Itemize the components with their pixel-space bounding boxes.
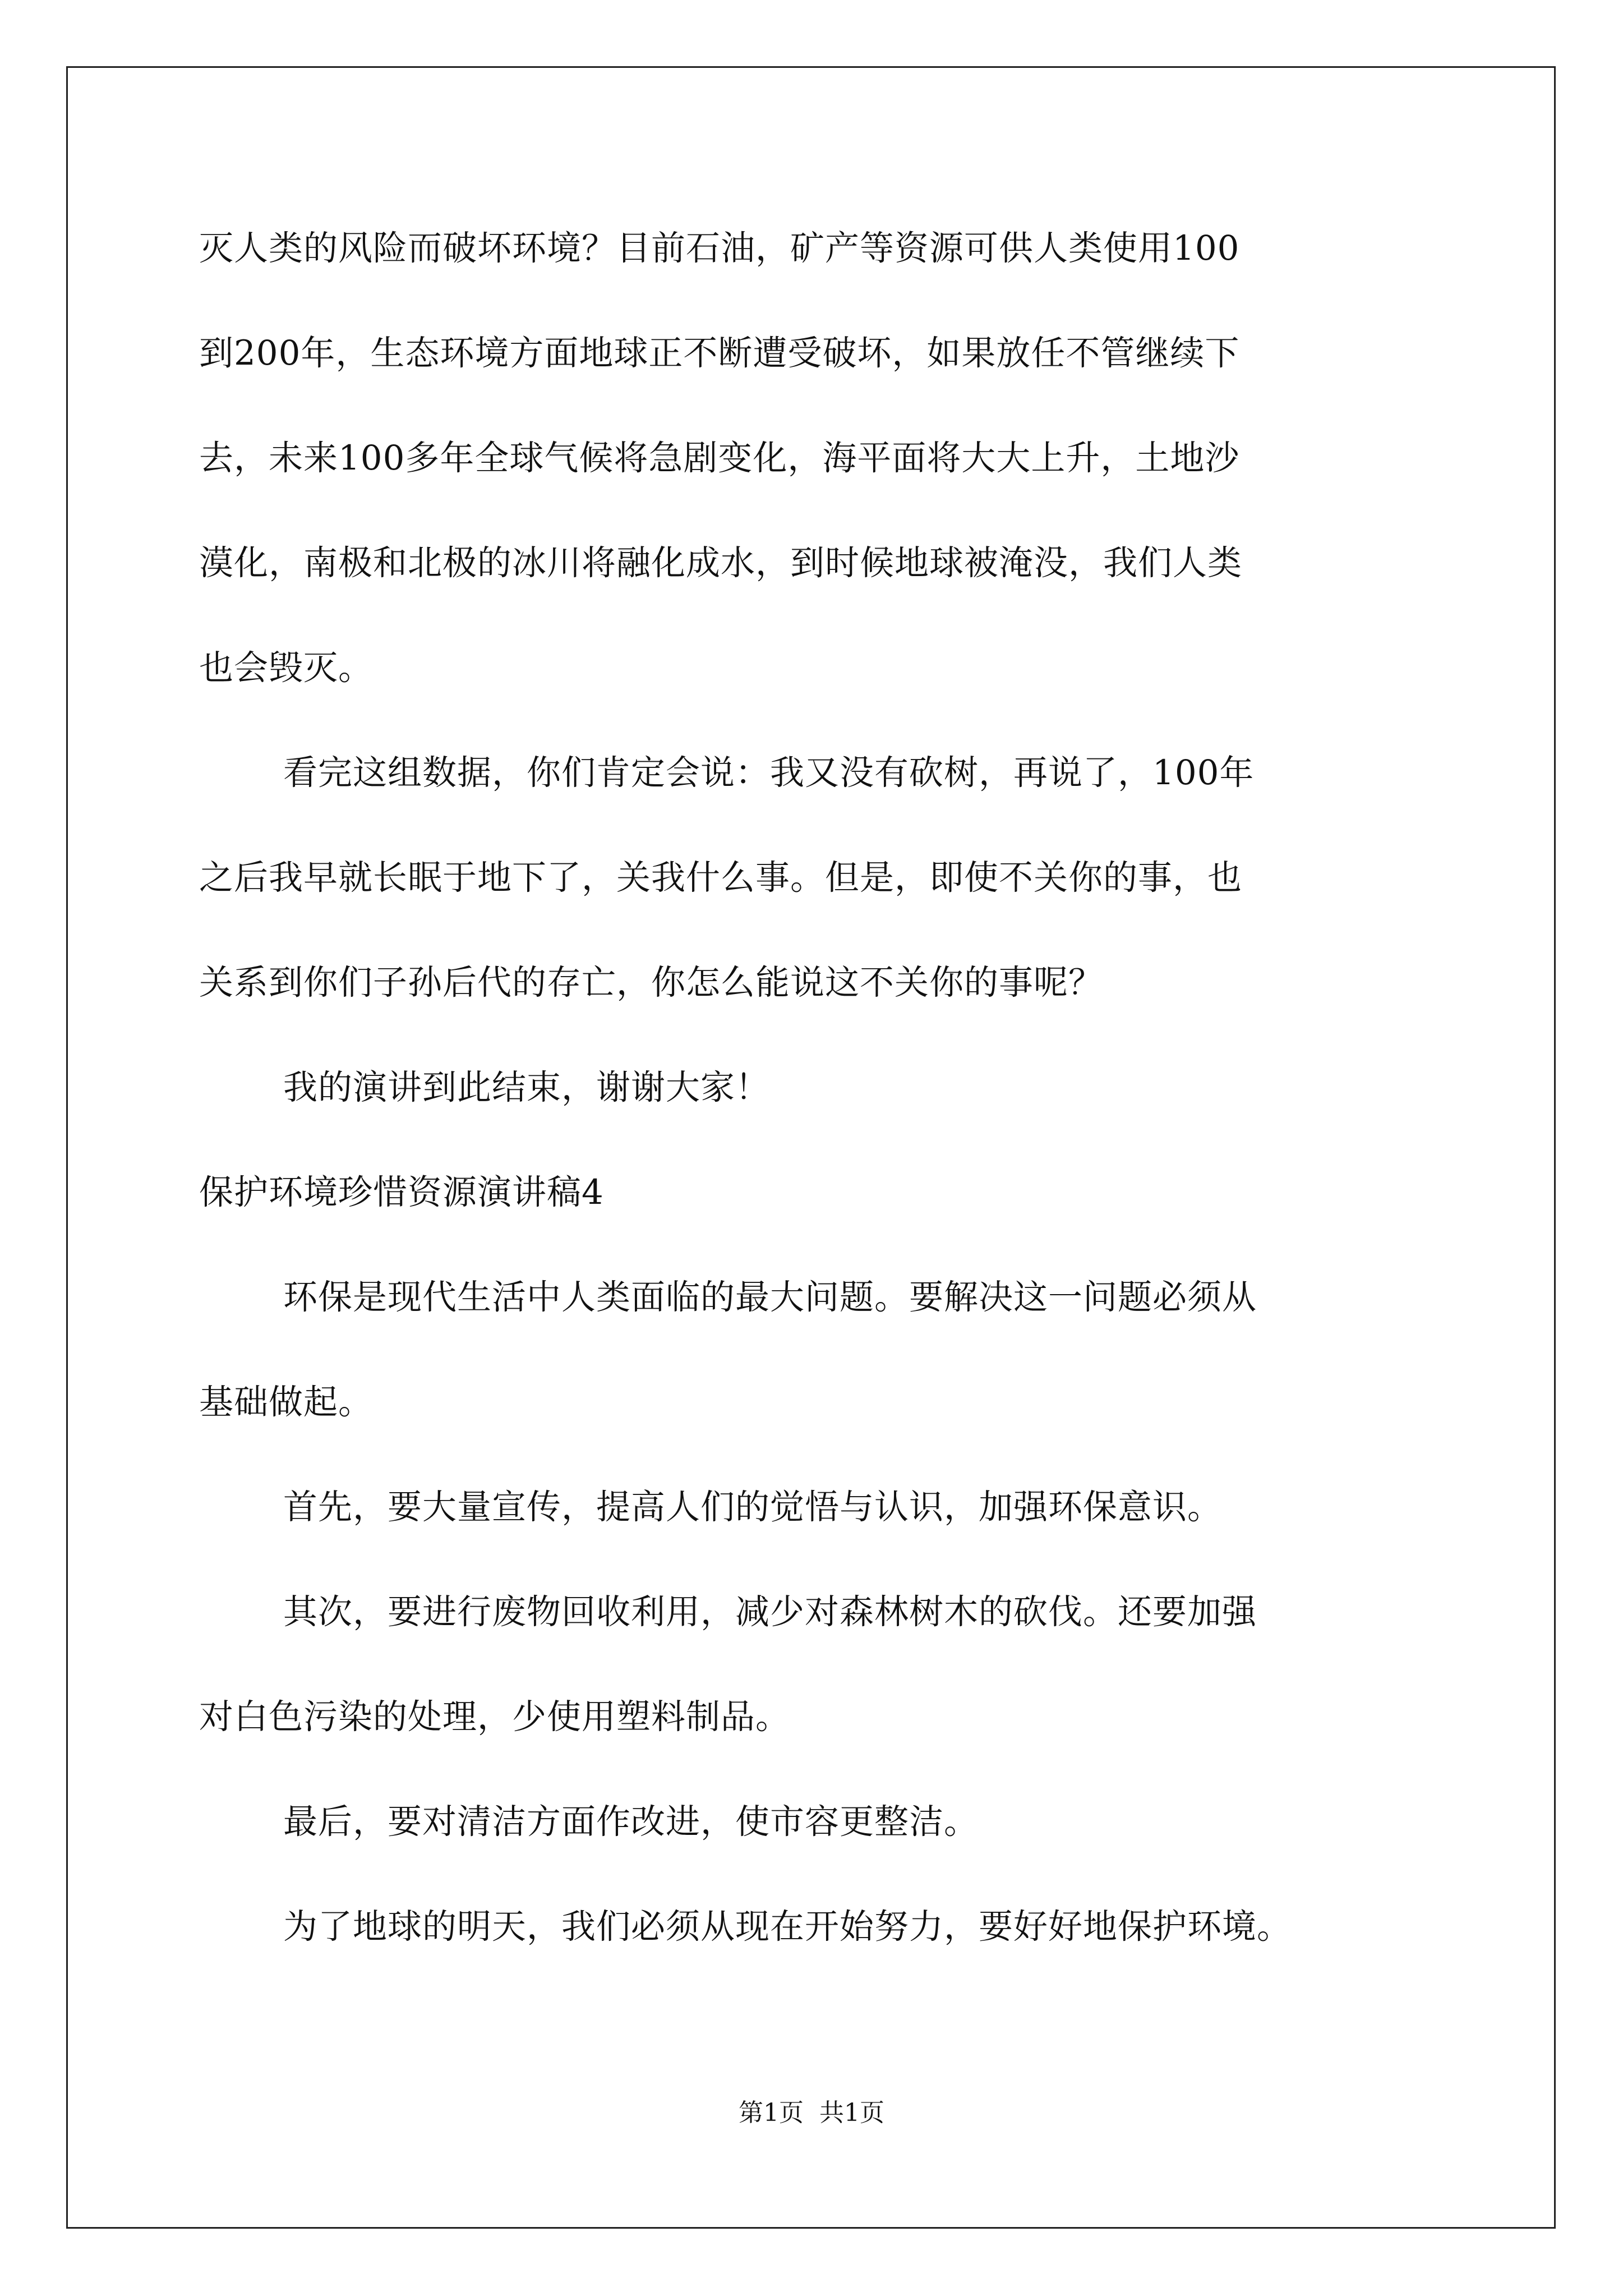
paragraph-line: 其次，要进行废物回收利用，减少对森林树木的砍伐。还要加强 bbox=[283, 1592, 1257, 1632]
paragraph-line: 之后我早就长眠于地下了，关我什么事。但是，即使不关你的事，也 bbox=[199, 858, 1243, 898]
paragraph-line: 关系到你们子孙后代的存亡，你怎么能说这不关你的事呢？ bbox=[199, 963, 1104, 1002]
paragraph-line: 基础做起。 bbox=[199, 1382, 374, 1422]
paragraph-line: 漠化，南极和北极的冰川将融化成水，到时候地球被淹没，我们人类 bbox=[199, 543, 1243, 583]
paragraph-line: 灭人类的风险而破坏环境？目前石油，矿产等资源可供人类使用100 bbox=[199, 228, 1240, 268]
section-heading: 保护环境珍惜资源演讲稿4 bbox=[199, 1172, 604, 1212]
paragraph-line: 环保是现代生活中人类面临的最大问题。要解决这一问题必须从 bbox=[283, 1277, 1257, 1317]
paragraph-line: 看完这组数据，你们肯定会说：我又没有砍树，再说了，100年 bbox=[283, 753, 1255, 793]
document-body bbox=[199, 222, 1433, 2005]
paragraph-line: 也会毁灭。 bbox=[199, 648, 374, 688]
paragraph-line: 我的演讲到此结束，谢谢大家！ bbox=[283, 1068, 771, 1107]
paragraph-line: 去，未来100多年全球气候将急剧变化，海平面将大大上升，土地沙 bbox=[199, 438, 1240, 478]
paragraph-line: 为了地球的明天，我们必须从现在开始努力，要好好地保护环境。 bbox=[283, 1907, 1292, 1947]
paragraph-line: 首先，要大量宣传，提高人们的觉悟与认识，加强环保意识。 bbox=[283, 1487, 1223, 1527]
paragraph-line: 到200年，生态环境方面地球正不断遭受破坏，如果放任不管继续下 bbox=[199, 333, 1240, 373]
page-footer: 第1页 共1页 bbox=[739, 2099, 884, 2127]
paragraph-line: 最后，要对清洁方面作改进，使市容更整洁。 bbox=[283, 1802, 979, 1842]
paragraph-line: 对白色污染的处理，少使用塑料制品。 bbox=[199, 1697, 791, 1737]
